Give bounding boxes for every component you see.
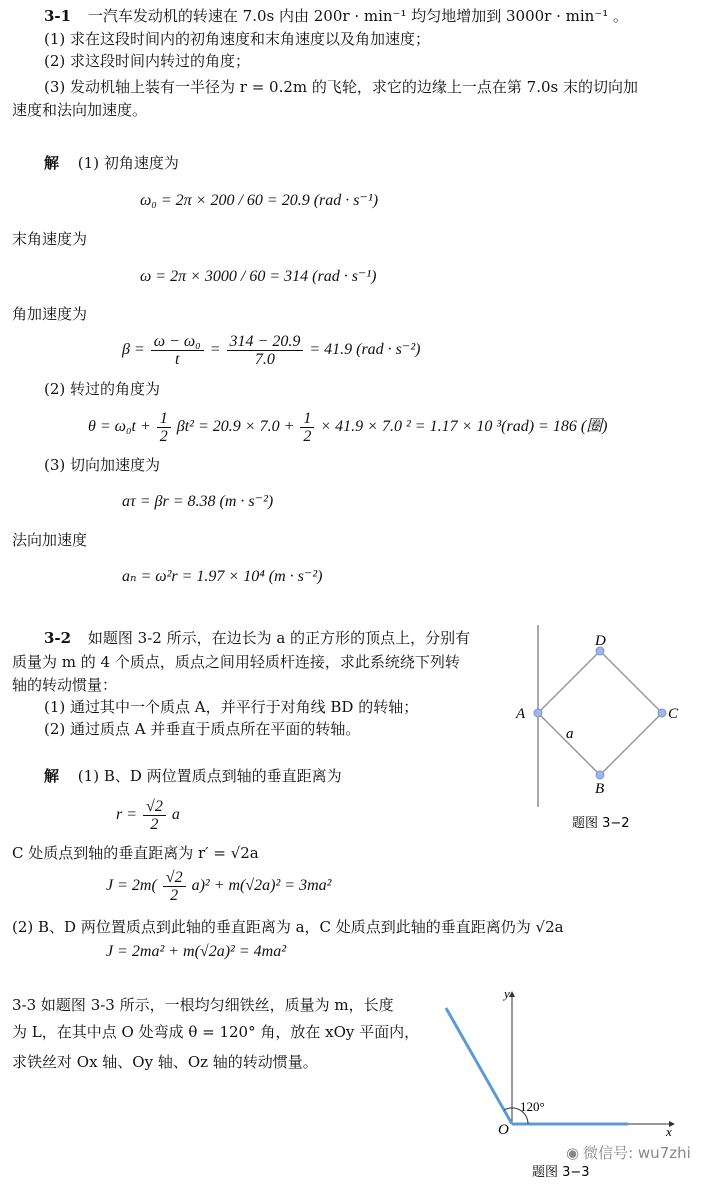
label-x: x [666, 1124, 672, 1139]
problem-3-3-statement-2: 为 L，在其中点 O 处弯成 θ = 120° 角，放在 xOy 平面内， [12, 1023, 420, 1041]
equation-beta: β = $\frac{\text{ω − ω₀}}{t}$ = $\frac{314 - 20.9}{7.0}$ = 41.9 (rad · s⁻²) [122, 332, 421, 368]
label-r-prime: C 处质点到轴的垂直距离为 r′ = √2a [12, 844, 259, 862]
figure-3-2 [500, 615, 720, 845]
equation-tangential: aτ = βr = 8.38 (m · s⁻²) [122, 493, 274, 510]
equation-j1: J = 2m( $\frac{√2}{2}$ a)² + m(√2a)² = 3ma² [106, 868, 332, 904]
solution-line-3: (3) 切向加速度为 [44, 456, 161, 474]
equation-omega0: ω₀ = 2π × 200 / 60 = 20.9 (rad · s⁻¹) [140, 192, 379, 209]
equation-omega: ω = 2π × 3000 / 60 = 314 (rad · s⁻¹) [140, 268, 377, 285]
equation-normal: aₙ = ω²r = 1.97 × 10⁴ (m · s⁻²) [122, 568, 323, 585]
label-o: O [498, 1122, 509, 1138]
equation-theta: θ = ω₀t + $\frac{1}{2}$ βt² = 20.9 × 7.0 + $\frac{1}{2}$ × 41.9 × 7.0 ² = 1.17 × 10 ³(rad) = 186 (圈) [88, 409, 608, 445]
question-2: (2) 求这段时间内转过的角度； [44, 52, 251, 70]
label-angular-acceleration: 角加速度为 [12, 305, 88, 323]
problem-3-3-statement-3: 求铁丝对 Ox 轴、Oy 轴、Oz 轴的转动惯量。 [12, 1053, 318, 1071]
solution-line-2: (2) B、D 两位置质点到此轴的垂直距离为 a，C 处质点到此轴的垂直距离仍为 √2a [12, 918, 564, 936]
solution-label: 解 [44, 767, 60, 785]
solution-line-2: (2) 转过的角度为 [44, 380, 161, 398]
angle-label: 120° [520, 1099, 545, 1114]
label-a: A [516, 706, 526, 722]
question-1: (1) 通过其中一个质点 A，并平行于对角线 BD 的转轴； [44, 698, 419, 716]
vertex-a [534, 709, 542, 717]
problem-number: 3-1 [44, 7, 72, 25]
vertex-b [596, 771, 604, 779]
side-label-a: a [566, 726, 574, 742]
label-normal-acceleration: 法向加速度 [12, 531, 88, 549]
question-3-cont: 速度和法向加速度。 [12, 101, 148, 119]
equation-r: r = $\frac{√2}{2}$ a [116, 797, 180, 833]
label-b: B [595, 781, 605, 797]
question-2: (2) 通过质点 A 并垂直于质点所在平面的转轴。 [44, 720, 361, 738]
label-y: y [504, 988, 510, 1001]
question-1: (1) 求在这段时间内的初角速度和末角速度以及角加速度； [44, 30, 431, 48]
figure-caption: 题图 3−3 [532, 1165, 590, 1180]
problem-3-1-statement: 3-1 一汽车发动机的转速在 7.0s 内由 200r · min⁻¹ 均匀地增加到 3000r · min⁻¹ 。 [44, 7, 629, 25]
solution-line-1: 解 (1) B、D 两位置质点到轴的垂直距离为 [44, 767, 342, 785]
equation-j2: J = 2ma² + m(√2a)² = 4ma² [106, 943, 286, 960]
problem-3-2-statement-2: 质量为 m 的 4 个质点，质点之间用轻质杆连接，求此系统绕下列转 [12, 653, 460, 671]
square-outline [538, 651, 662, 775]
wechat-icon: ◉ [566, 1144, 580, 1162]
label-final-omega: 末角速度为 [12, 230, 88, 248]
solution-line-1: 解 (1) 初角速度为 [44, 154, 179, 172]
problem-number: 3-2 [44, 629, 72, 647]
solution-label: 解 [44, 154, 60, 172]
vertex-c [658, 709, 666, 717]
label-d: D [595, 633, 606, 649]
question-3: (3) 发动机轴上装有一半径为 r = 0.2m 的飞轮，求它的边缘上一点在第 7.0s 末的切向加 [44, 78, 638, 96]
wire-left-segment [446, 1008, 512, 1124]
label-c: C [668, 706, 679, 722]
problem-3-3-statement: 3-3 如题图 3-3 所示，一根均匀细铁丝，质量为 m，长度 [12, 996, 394, 1014]
problem-3-2-statement: 3-2 如题图 3-2 所示，在边长为 a 的正方形的顶点上，分别有 [44, 629, 471, 647]
problem-3-2-statement-3: 轴的转动惯量： [12, 676, 118, 694]
figure-caption: 题图 3−2 [572, 816, 630, 831]
watermark: ◉ 微信号: wu7zhi [566, 1144, 691, 1162]
